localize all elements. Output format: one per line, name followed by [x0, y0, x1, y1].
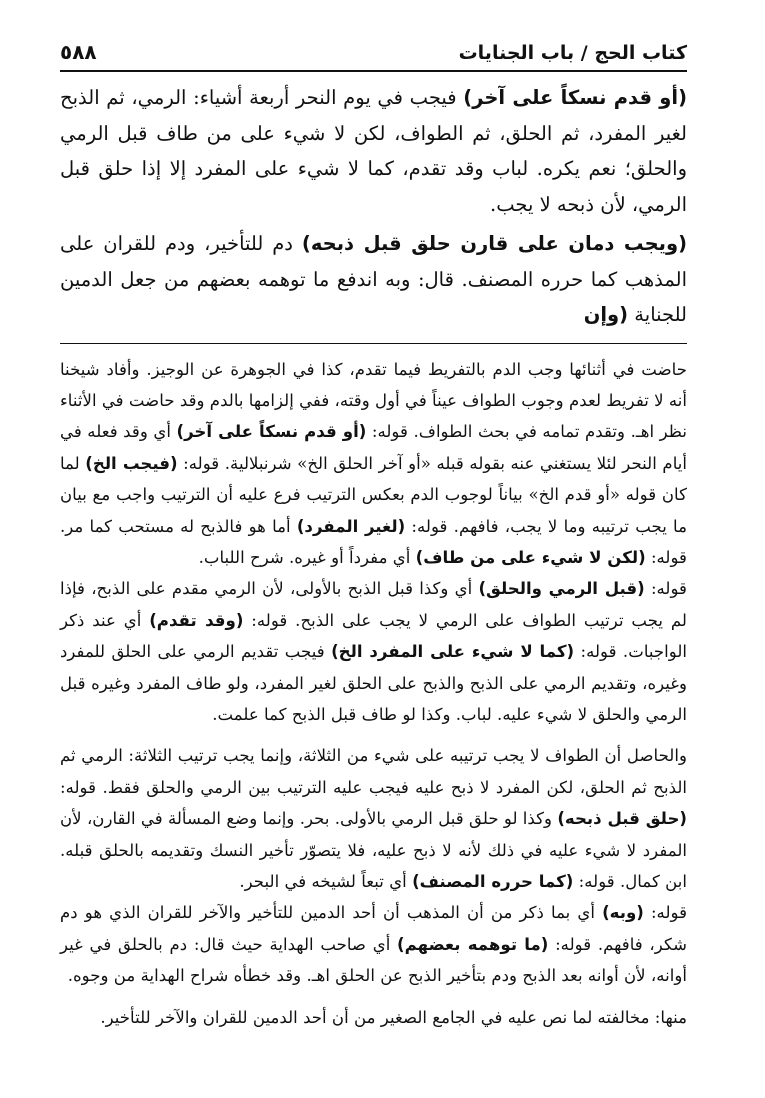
- quoted-phrase: (وإن: [583, 303, 629, 326]
- text-run: فيجب تقديم الرمي على الحلق للمفرد وغيره، وتقديم الرمي على الذبح والذبح على الحلق لغير المفرد، ولو طاف المفرد وغيره قبل الرمي والحلق لا شيء عليه. لباب. وكذا لو طاف قبل الذبح كما علمت.: [60, 642, 687, 724]
- text-run: أي صاحب الهداية حيث قال: دم بالحلق في غير أوانه، لأن أوانه بعد الذبح ودم بتأخير الذبح عن الحلق اهـ. وقد خطأه شراح الهداية من وجوه.: [60, 934, 687, 986]
- quoted-phrase: (فيجب الخ): [85, 453, 178, 473]
- quoted-phrase: (كما لا شيء على المفرد الخ): [331, 642, 575, 662]
- quoted-phrase: (ويجب دمان على قارن حلق قبل ذبحه): [301, 232, 687, 255]
- main-text: [60, 80, 687, 333]
- quoted-phrase: (حلق قبل ذبحه): [557, 809, 687, 829]
- quoted-phrase: (أو قدم نسكاً على آخر): [463, 86, 687, 109]
- commentary-paragraph: [60, 897, 687, 991]
- quoted-phrase: (وبه): [602, 903, 644, 923]
- commentary-paragraph: [60, 354, 687, 574]
- commentary-paragraph: [60, 1002, 687, 1033]
- commentary-paragraph: [60, 740, 687, 897]
- main-paragraph: [60, 80, 687, 222]
- main-paragraph: [60, 226, 687, 333]
- text-run: أي عند ذكر الواجبات. قوله:: [60, 610, 687, 662]
- separator-rule: [60, 343, 687, 344]
- text-run: قوله:: [643, 903, 687, 923]
- text-run: قوله:: [644, 579, 687, 599]
- text-run: أما هو فالذبح له مستحب كما مر. قوله:: [60, 516, 687, 567]
- quoted-phrase: (لغير المفرد): [296, 516, 406, 536]
- quoted-phrase: (أو قدم نسكاً على آخر): [176, 422, 367, 442]
- text-run: أي مفرداً أو غيره. شرح اللباب.: [198, 547, 416, 567]
- quoted-phrase: (ما توهمه بعضهم): [397, 934, 549, 954]
- text-run: أي بما ذكر من أن المذهب أن أحد الدمين للتأخير والآخر للقران الذي هو دم شكر، فافهم. قوله:: [60, 903, 688, 954]
- commentary-text: [60, 354, 687, 1034]
- text-run: دم للتأخير، ودم للقران على المذهب كما حرره المصنف. قال: وبه اندفع ما توهمه بعضهم من جعل الدمين للجناية: [60, 232, 687, 326]
- page-number: ٥٨٨: [60, 40, 97, 64]
- running-header: [60, 40, 687, 72]
- quoted-phrase: (قبل الرمي والحلق): [478, 579, 645, 599]
- text-run: فيجب في يوم النحر أربعة أشياء: الرمي، ثم الذبح لغير المفرد، ثم الحلق، ثم الطواف، لكن لا شيء على من طاف قبل الرمي والحلق؛ نعم يكره. لباب وقد تقدم، كما لا شيء على المفرد إلا إذا حلق قبل الرمي، لأن ذبحه لا يجب.: [60, 86, 687, 216]
- text-run: منها: مخالفته لما نص عليه في الجامع الصغير من أن أحد الدمين للقران والآخر للتأخير.: [100, 1007, 687, 1027]
- quoted-phrase: (كما حرره المصنف): [412, 872, 574, 891]
- text-run: لما كان قوله «أو قدم الخ» بياناً لوجوب الدم بعكس الترتيب فرع عليه أن الترتيب واجب مع بيان ما يجب ترتيبه وما لا يجب، فافهم. قوله:: [60, 453, 687, 536]
- text-run: حاضت في أثنائها وجب الدم بالتفريط فيما تقدم، كذا في الجوهرة عن الوجيز. وأفاد شيخنا أنه لا تفريط لعدم وجوب الطواف عيناً في أول وقته، ففي إلزامها بالدم وقد حاضت في الأثناء نظر اهـ. وتقدم تمامه في بحث الطواف. قوله:: [60, 359, 687, 442]
- quoted-phrase: (لكن لا شيء على من طاف): [415, 547, 646, 567]
- text-run: والحاصل أن الطواف لا يجب ترتيبه على شيء من الثلاثة، وإنما يجب ترتيب الثلاثة: الرمي ثم الذبح ثم الحلق، لكن المفرد لا ذبح عليه فيجب عليه الترتيب بين الرمي والحلق فقط. قوله:: [60, 746, 687, 797]
- text-run: أي تبعاً لشيخه في البحر.: [239, 872, 413, 891]
- text-run: أي وقد فعله في أيام النحر لئلا يستغني عنه بقوله قبله «أو آخر الحلق الخ» شرنبلالية. قوله:: [60, 422, 687, 473]
- quoted-phrase: (وقد تقدم): [149, 610, 244, 630]
- text-run: أي وكذا قبل الذبح بالأولى، لأن الرمي مقدم على الذبح، فإذا لم يجب ترتيب الطواف على الرمي لا يجب على الذبح. قوله:: [60, 579, 687, 630]
- header-title: كتاب الحج / باب الجنايات: [458, 42, 687, 64]
- commentary-paragraph: [60, 573, 687, 730]
- text-run: وكذا لو حلق قبل الرمي بالأولى. بحر. وإنما وضع المسألة في القارن، لأن المفرد لا شيء عليه في ذلك لأنه لا ذبح عليه، فلا يتصوّر تأخير النسك وتقديمه بالحلق قبله. ابن كمال. قوله:: [60, 809, 687, 891]
